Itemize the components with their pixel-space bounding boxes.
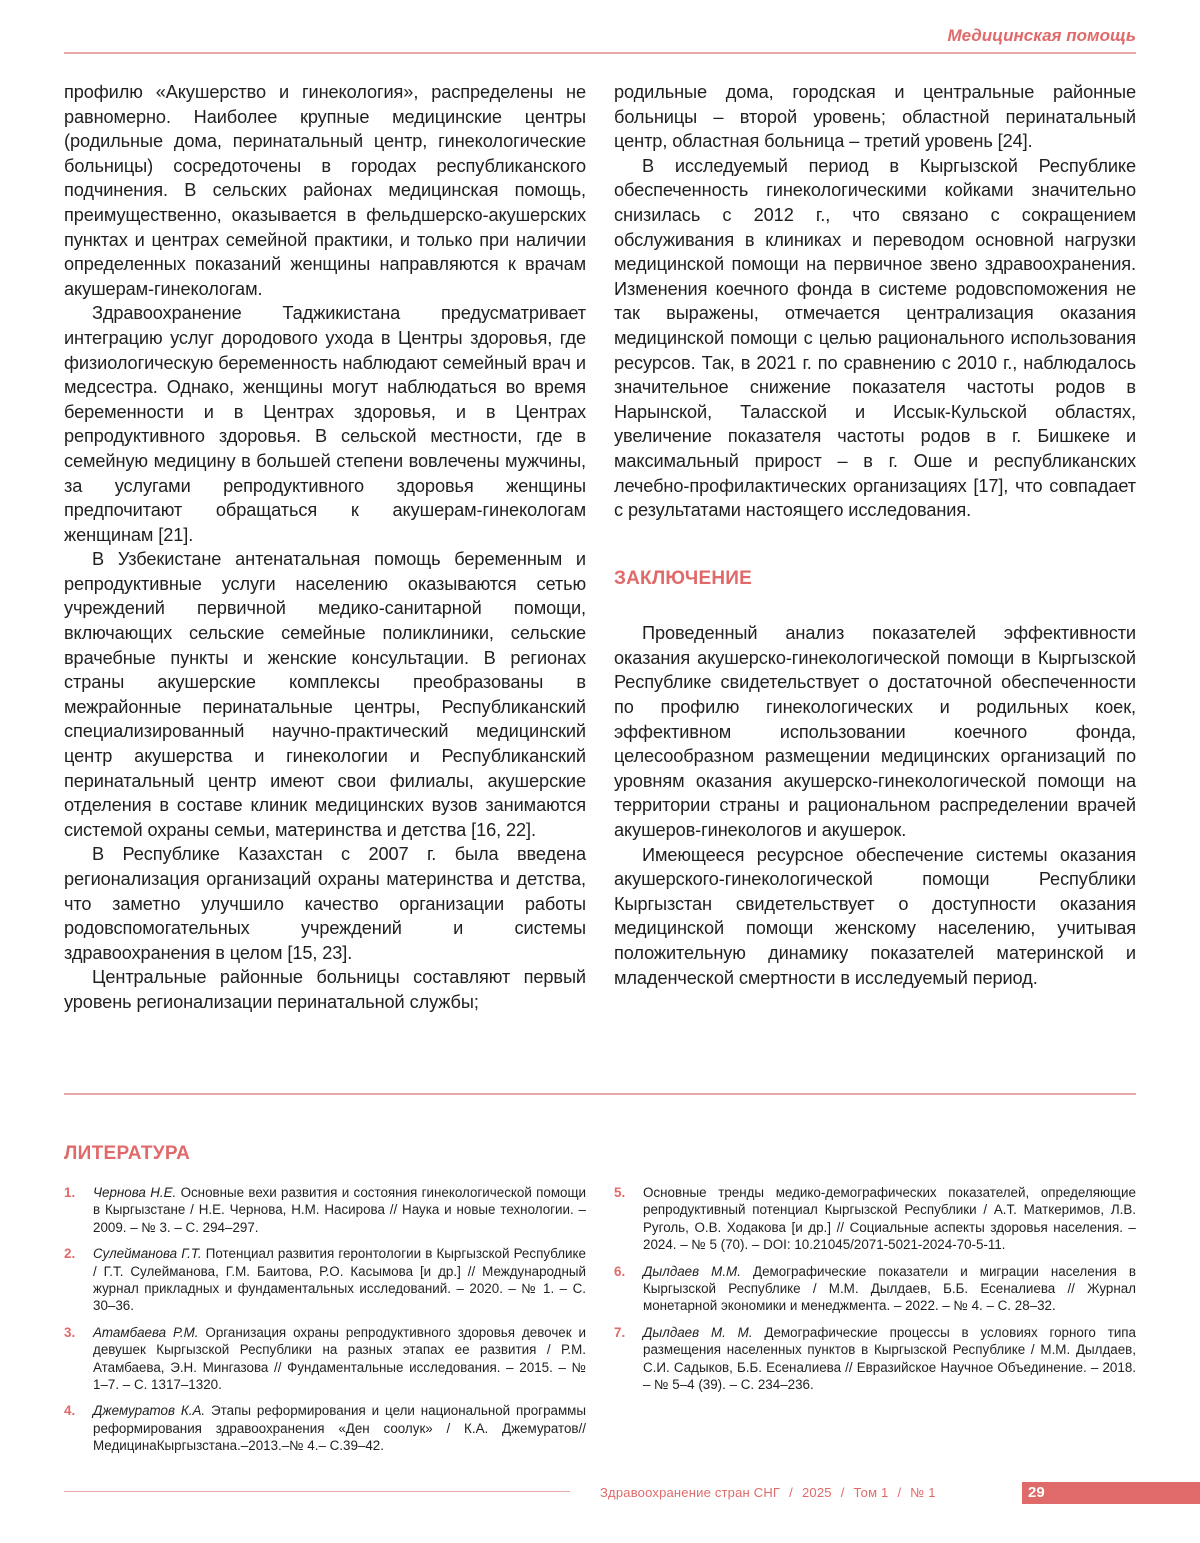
reference-body: [643, 1263, 1136, 1315]
references-list-left: [64, 1184, 586, 1464]
reference-number: 6.: [614, 1263, 626, 1279]
reference-body: [643, 1184, 1136, 1254]
left-paragraph: Центральные районные больницы составляют первый уровень регионализации перинатальной службы;: [64, 967, 586, 1012]
reference-item: [64, 1245, 586, 1315]
left-paragraph: В Узбекистане антенатальная помощь беременным и репродуктивные услуги населению оказываются сетью учреждений первичной медико-санитарной помощи, включающих сельские семейные поликлиники, сельские врачебные пункты и женские консультации. В регионах страны акушерские комплексы преобразованы в межрайонные перинатальные центры, Республиканский специализированный научно-практический медицинский центр акушерства и гинекологии и Республиканский перинатальный центр имеют свои филиалы, акушерские отделения в составе клиник медицинских вузов занимаются системой охраны семьи, материнства и детства [16, 22].: [64, 549, 586, 840]
reference-number: 1.: [64, 1185, 76, 1200]
footer-separator: /: [789, 1485, 793, 1500]
reference-number: 5.: [614, 1185, 626, 1200]
footer-volume: Том 1: [853, 1485, 889, 1500]
reference-author: Атамбаева Р.М.: [93, 1324, 199, 1340]
reference-item: [614, 1324, 1136, 1394]
reference-text: Основные тренды медико-демографических показателей, определяющие репродуктивный потенциал Кыргызской Республики / А.Т. Маткеримов, Л.В. Руголь, О.В. Ходакова [и др.] // Социальные аспекты здоровья населения. – 2024. – № 5 (70). – DOI: 10.21045/2071-5021-2024-70-5-11.: [643, 1185, 1136, 1253]
reference-item: [64, 1184, 586, 1236]
left-text-column: [64, 80, 586, 1015]
reference-body: [93, 1402, 586, 1454]
reference-author: Сулейманова Г.Т.: [93, 1246, 202, 1262]
section-label: Медицинская помощь: [947, 26, 1136, 45]
left-paragraph: профилю «Акушерство и гинекология», распределены не равномерно. Наиболее крупные медицинские центры (родильные дома, перинатальный центр, гинекологические больницы) сосредоточены в городах республиканского подчинения. В сельских районах медицинская помощь, преимущественно, оказывается в фельдшерско-акушерских пунктах и центрах семейной практики, и только при наличии определенных показаний женщины направляются к врачам акушерам-гинекологам.: [64, 82, 586, 299]
reference-author: Джемуратов К.А.: [93, 1403, 206, 1419]
reference-author: Дылдаев М. М.: [643, 1324, 753, 1340]
right-paragraph: В исследуемый период в Кыргызской Республике обеспеченность гинекологическими койками значительно снизилась с 2012 г., что связано с сокращением обслуживания в клиниках и переводом основной нагрузки медицинской помощи на первичное звено здравоохранения. Изменения коечного фонда в системе родовспоможения не так выражены, отмечается централизация оказания медицинской помощи с целью рационального использования ресурсов. Так, в 2021 г. по сравнению с 2010 г., наблюдалось значительное снижение показателя частоты родов в Нарынской, Таласской и Иссык-Кульской областях, увеличение показателя частоты родов в г. Бишкеке и максимальный прирост – в г. Оше и республиканских лечебно-профилактических организациях [17], что совпадает с результатами настоящего исследования.: [614, 155, 1136, 521]
reference-item: [614, 1263, 1136, 1315]
conclusion-heading: ЗАКЛЮЧЕНИЕ: [614, 567, 752, 589]
reference-author: Чернова Н.Е.: [93, 1185, 177, 1200]
references-list-right: [614, 1184, 1136, 1402]
left-paragraph: Здравоохранение Таджикистана предусматривает интеграцию услуг дородового ухода в Центры здоровья, где физиологическую беременность наблюдают семейный врач и медсестра. Однако, женщины могут наблюдаться во время беременности и в Центрах здоровья, и в Центрах репродуктивного здоровья. В сельской местности, где в семейную медицину в большей степени вовлечены мужчины, за услугами репродуктивного здоровья женщины предпочитают обращаться к акушерам-гинекологам женщинам [21].: [64, 303, 586, 545]
reference-number: 7.: [614, 1324, 626, 1340]
page-number: 29: [1022, 1482, 1200, 1504]
reference-body: [93, 1245, 586, 1315]
footer-year: 2025: [801, 1485, 832, 1500]
reference-author: Дылдаев М.М.: [643, 1263, 741, 1279]
reference-item: [64, 1402, 586, 1454]
footer-divider: [64, 1491, 570, 1492]
right-paragraph: родильные дома, городская и центральные районные больницы – второй уровень; областной перинатальный центр, областная больница – третий уровень [24].: [614, 82, 1136, 152]
footer-journal-name: Здравоохранение стран СНГ: [600, 1485, 781, 1500]
footer-separator: /: [897, 1485, 902, 1500]
footer-separator: /: [840, 1485, 845, 1500]
reference-number: 4.: [64, 1403, 76, 1419]
conclusion-paragraph: Имеющееся ресурсное обеспечение системы оказания акушерского-гинекологической помощи Республики Кыргызстан свидетельствует о доступности оказания медицинской помощи женскому населению, учитывая положительную динамику показателей материнской и младенческой смертности в исследуемый период.: [614, 844, 1136, 988]
reference-body: [93, 1184, 586, 1236]
reference-text: Потенциал развития геронтологии в Кыргызской Республике / Г.Т. Сулейманова, Г.М. Баитова, Р.О. Касымова [и др.] // Международный журнал прикладных и фундаментальных исследований. – 2020. – № 1. – С. 30–36.: [93, 1246, 586, 1314]
right-text-column: [614, 80, 1136, 990]
left-paragraph: В Республике Казахстан с 2007 г. была введена регионализация организаций охраны материнства и детства, что заметно улучшило качество организации работы родовспомогательных учреждений и системы здравоохранения в целом [15, 23].: [64, 844, 586, 963]
reference-text: Основные вехи развития и состояния гинекологической помощи в Кыргызстане / Н.Е. Чернова, Н.М. Насирова // Наука и новые технологии. – 2009. – № 3. – С. 294–297.: [93, 1185, 587, 1235]
top-divider: [64, 52, 1136, 54]
references-heading: ЛИТЕРАТУРА: [64, 1143, 191, 1164]
footer-issue: № 1: [910, 1485, 936, 1500]
conclusion-paragraph: Проведенный анализ показателей эффективности оказания акушерско-гинекологической помощи в Кыргызской Республике свидетельствует о достаточной обеспеченности по профилю гинекологических и родильных коек, эффективном использовании коечного фонда, целесообразном размещении медицинских организаций по уровням оказания акушерско-гинекологической помощи на территории страны и рациональном распределении врачей акушеров-гинекологов и акушерок.: [614, 623, 1136, 841]
reference-text: Демографические процессы в условиях горного типа размещения населенных пунктов в Кыргызской Республике / М.М. Дылдаев, С.И. Садыков, Б.Б. Есеналиева // Евразийское Научное Объединение. – 2018. – № 5–4 (39). – С. 234–236.: [643, 1324, 1137, 1393]
footer-journal-info: [600, 1485, 936, 1500]
reference-body: [643, 1324, 1136, 1394]
reference-number: 2.: [64, 1246, 76, 1262]
reference-text: Этапы реформирования и цели национальной программы реформирования здравоохранения «Ден соолук» / К.А. Джемуратов//МедицинаКыргызстана.–2013.–№ 4.– С.39–42.: [93, 1403, 586, 1454]
reference-item: [64, 1324, 586, 1394]
reference-body: [93, 1324, 586, 1394]
reference-text: Организация охраны репродуктивного здоровья девочек и девушек Кыргызской Республики на разных этапах ее развития / Р.М. Атамбаева, Э.Н. Мингазова // Фундаментальные исследования. – 2015. – № 1–7. – С. 1317–1320.: [93, 1324, 587, 1393]
references-divider: [64, 1093, 1136, 1095]
reference-text: Демографические показатели и миграции населения в Кыргызской Республике / М.М. Дылдаев, Б.Б. Есеналиева // Журнал монетарной экономики и менеджмента. – 2022. – № 4. – С. 28–32.: [643, 1263, 1136, 1314]
reference-number: 3.: [64, 1324, 76, 1340]
reference-item: [614, 1184, 1136, 1254]
